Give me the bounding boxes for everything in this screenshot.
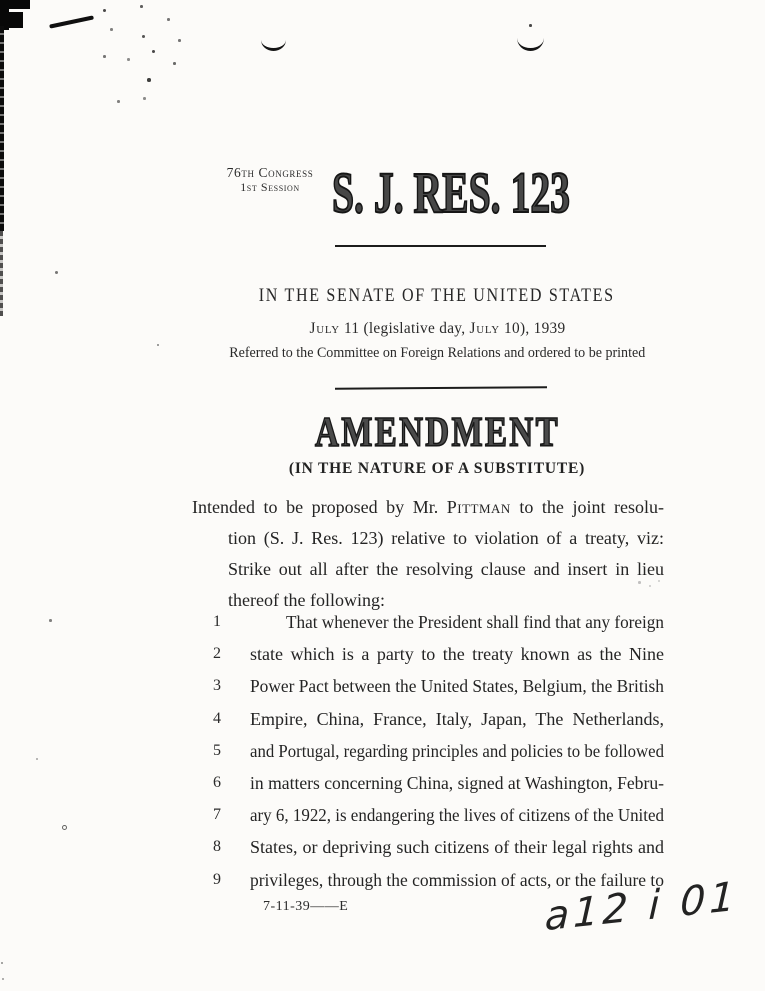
date-line: July 11 (legislative day, July 10), 1939 [309, 320, 565, 337]
line-number: 7 [213, 806, 221, 824]
line-text: Power Pact between the United States, Belgium, the British [250, 676, 664, 697]
scan-speck [178, 39, 181, 42]
body-line [192, 735, 664, 767]
scan-speck [142, 35, 145, 38]
scan-speck [117, 100, 120, 103]
scan-artifact-curve-mark [261, 40, 286, 51]
body-line [192, 638, 664, 670]
scan-speck [103, 55, 106, 58]
line-text: privileges, through the commission of acts, or the failure to [250, 869, 664, 890]
scan-speck [103, 9, 106, 12]
line-text: and Portugal, regarding principles and policies to be followed [250, 740, 664, 761]
scan-speck [110, 28, 113, 31]
scan-speck [152, 50, 155, 53]
line-text: Empire, China, France, Italy, Japan, The Netherlands, [250, 708, 664, 729]
preamble-block [192, 492, 664, 616]
scan-speck [62, 825, 67, 830]
line-number: 5 [213, 741, 221, 759]
scan-artifact-left-edge [0, 231, 3, 316]
congress-caption: 76th Congress [226, 165, 314, 180]
line-number: 2 [213, 645, 221, 663]
chamber-heading: IN THE SENATE OF THE UNITED STATES [259, 285, 615, 306]
scan-speck [127, 58, 130, 61]
preamble-line: Intended to be proposed by Mr. Pittman to the joint resolu- [192, 497, 664, 517]
line-text: States, or depriving such citizens of their legal rights and [250, 837, 664, 858]
congress-session-caption [212, 165, 328, 195]
scan-speck [143, 97, 146, 100]
line-text: state which is a party to the treaty known as the Nine [250, 644, 664, 665]
footer-print-code: 7-11-39——E [263, 899, 349, 914]
sponsor-name: Pittman [446, 497, 511, 517]
line-number: 6 [213, 773, 221, 791]
body-line [192, 831, 664, 863]
body-text-block [192, 606, 664, 896]
line-number: 3 [213, 677, 221, 695]
amendment-subtitle: (IN THE NATURE OF A SUBSTITUTE) [288, 460, 586, 477]
scan-speck [36, 758, 38, 760]
referred-line: Referred to the Committee on Foreign Relations and ordered to be printed [229, 345, 645, 361]
line-number: 1 [213, 613, 221, 630]
scan-speck [1, 962, 3, 964]
preamble-line: thereof the following: [228, 590, 385, 610]
scan-artifact-curve-mark [517, 38, 544, 51]
handwritten-annotation: a12 i 01 [544, 873, 740, 941]
scan-artifact-left-edge [0, 26, 4, 231]
bill-number-title: S. J. RES. 123 [332, 160, 570, 225]
line-text: That whenever the President shall find that any foreign [286, 612, 664, 632]
line-number: 9 [213, 870, 221, 888]
scan-speck [55, 271, 58, 274]
amendment-heading: AMENDMENT [315, 410, 560, 456]
scan-speck [529, 24, 532, 27]
body-line [192, 670, 664, 702]
scan-speck [49, 619, 52, 622]
horizontal-rule [335, 245, 546, 247]
body-line [192, 799, 664, 831]
preamble-line: Strike out all after the resolving clause and insert in lieu [228, 559, 664, 579]
session-caption: 1st Session [240, 180, 300, 194]
scan-speck [2, 978, 4, 980]
body-line [192, 606, 664, 638]
line-number: 4 [213, 709, 221, 727]
scan-speck [140, 5, 143, 8]
line-text: in matters concerning China, signed at Washington, Febru- [250, 772, 664, 793]
scan-speck [147, 78, 151, 82]
scan-speck [173, 62, 176, 65]
horizontal-rule [335, 386, 547, 389]
line-number: 8 [213, 838, 221, 856]
line-text: ary 6, 1922, is endangering the lives of citizens of the United [250, 805, 664, 826]
preamble-line: tion (S. J. Res. 123) relative to violation of a treaty, viz: [228, 528, 664, 548]
body-line [192, 703, 664, 735]
body-line [192, 767, 664, 799]
scan-speck [167, 18, 170, 21]
scan-artifact-slash-mark [49, 15, 94, 28]
